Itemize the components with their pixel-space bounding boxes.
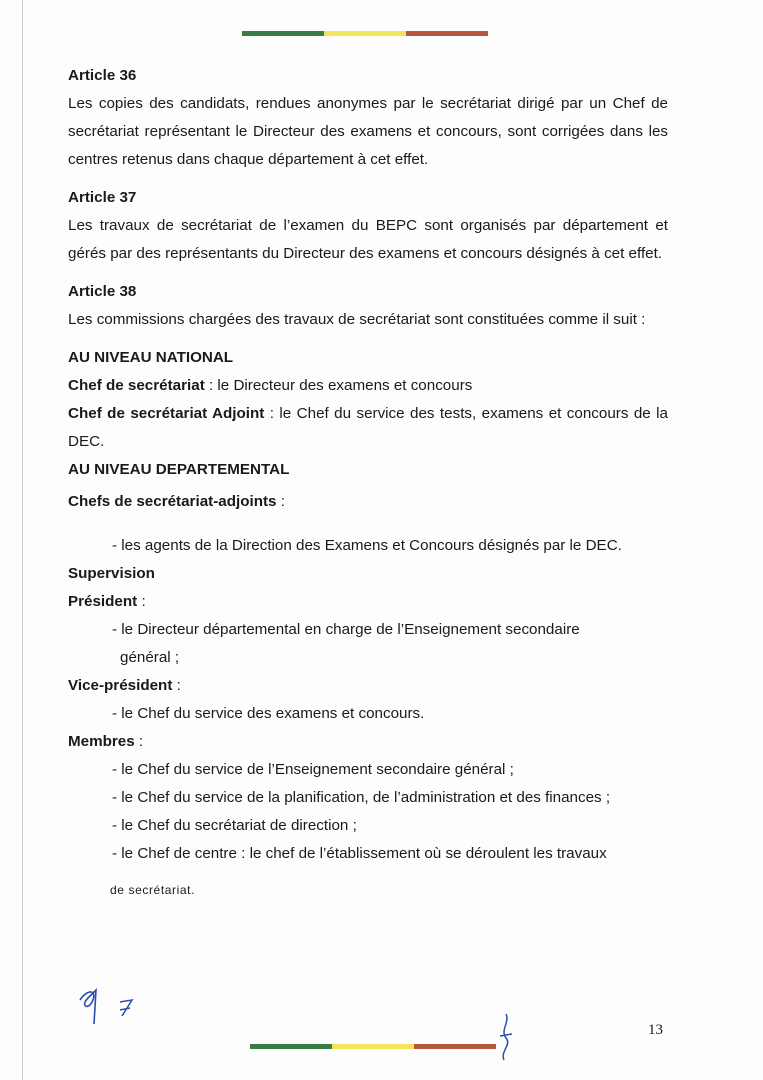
value: : le Directeur des examens et concours	[204, 377, 473, 394]
value: : le Chef du service des tests, examens et concours de la DEC.	[68, 405, 668, 450]
list-item-continued: de secrétariat.	[110, 883, 196, 897]
list-item: - le Chef de centre : le chef de l’établissement où se déroulent les travaux	[112, 845, 607, 862]
flag-green	[250, 1044, 332, 1049]
label: Membres	[68, 733, 135, 750]
list-item: - le Chef du service des examens et concours.	[112, 705, 425, 722]
list-item: - les agents de la Direction des Examens et Concours désignés par le DEC.	[112, 537, 622, 554]
adjoints-label-line	[68, 488, 668, 516]
list-item: - le Chef du secrétariat de direction ;	[112, 817, 357, 834]
article-title: Article 37	[68, 189, 137, 206]
label: Vice-président	[68, 677, 173, 694]
flag-yellow	[324, 31, 406, 36]
article-text: Les travaux de secrétariat de l’examen du BEPC sont organisés par département et gérés par des représentants du Directeur des examens et concours désignés à cet effet.	[68, 217, 668, 262]
flag-green	[242, 31, 324, 36]
list-item: - le Directeur départemental en charge de l’Enseignement secondaire	[112, 621, 580, 638]
national-chef	[68, 372, 668, 400]
label: Chefs de secrétariat-adjoints	[68, 493, 277, 510]
colon: :	[276, 493, 285, 510]
national-heading: AU NIVEAU NATIONAL	[68, 349, 234, 366]
handwritten-initials	[70, 980, 150, 1030]
article-37	[68, 184, 668, 268]
list-item-continued: général ;	[120, 649, 180, 666]
flag-red	[406, 31, 488, 36]
supervision-heading: Supervision	[68, 565, 155, 582]
flag-red	[414, 1044, 496, 1049]
scan-edge-line	[22, 0, 23, 1080]
colon: :	[137, 593, 146, 610]
article-title: Article 36	[68, 67, 137, 84]
colon: :	[134, 733, 144, 750]
article-38	[68, 278, 668, 334]
membres-label-line	[68, 728, 668, 756]
departemental-heading: AU NIVEAU DEPARTEMENTAL	[68, 461, 290, 478]
article-36	[68, 62, 668, 174]
page-number: 13	[648, 1022, 663, 1038]
president-label-line	[68, 588, 668, 616]
vice-label-line	[68, 672, 668, 700]
document-body	[68, 62, 668, 912]
label: Chef de secrétariat Adjoint	[68, 405, 265, 422]
label: Chef de secrétariat	[68, 377, 205, 394]
colon: :	[172, 677, 181, 694]
label: Président	[68, 593, 138, 610]
flag-band-top	[242, 31, 488, 36]
article-text: Les commissions chargées des travaux de secrétariat sont constituées comme il suit :	[68, 311, 646, 328]
national-adjoint	[68, 400, 668, 456]
flag-band-bottom	[250, 1044, 496, 1049]
handwritten-mark	[494, 1012, 520, 1062]
flag-yellow	[332, 1044, 414, 1049]
list-item: - le Chef du service de l’Enseignement secondaire général ;	[112, 761, 514, 778]
article-title: Article 38	[68, 283, 137, 300]
list-item: - le Chef du service de la planification, de l’administration et des finances ;	[112, 789, 611, 806]
article-text: Les copies des candidats, rendues anonymes par le secrétariat dirigé par un Chef de secrétariat représentant le Directeur des examens et concours, sont corrigées dans les centres retenus dans chaque département à cet effet.	[68, 95, 668, 168]
